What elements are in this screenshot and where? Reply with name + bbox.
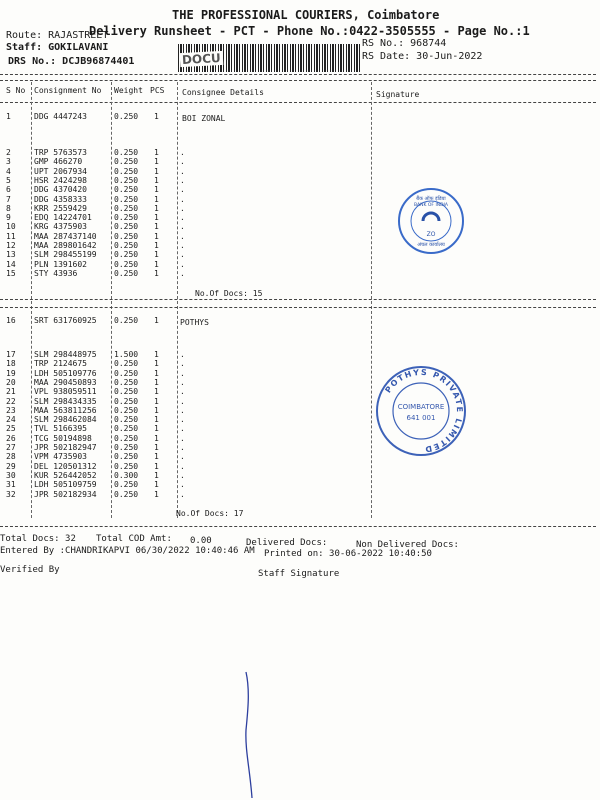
staff-label: Staff: GOKILAVANI [6,42,109,53]
row-pcs: 1 [154,241,159,250]
row-consignment: TRP 5763573 [34,148,87,157]
row-pcs: 1 [154,387,159,397]
row-pcs: 1 [154,157,159,167]
col-consignee: Consignee Details [182,88,264,97]
row-weight: 0.250 [114,480,139,490]
consignee-placeholder: . [180,259,185,269]
row-pcs: 1 [154,268,159,278]
consignee-placeholder: . [180,489,185,499]
consignee-name: BOI ZONAL [182,114,226,123]
row-consignment: PLN 1391602 [34,259,87,269]
consignee-placeholder: . [180,268,185,278]
row-weight: 0.250 [114,185,139,195]
group-divider-2 [0,307,596,308]
row-weight: 0.250 [114,250,139,260]
company-stamp [374,364,468,458]
row-weight: 0.250 [114,231,139,241]
row-consignment: MAA 563811256 [34,405,97,415]
row-consignment: LDH 505109759 [34,480,97,490]
row-consignment: JPR 502182947 [34,443,97,452]
header-divider-second [0,80,596,81]
docs-count: No.Of Docs: 15 [195,289,263,298]
total-cod-value: 0.00 [190,536,212,546]
consignee-placeholder: . [180,377,185,387]
row-pcs: 1 [154,231,159,241]
row-consignment: DDG 4370420 [34,185,87,195]
entered-by: Entered By :CHANDRIKAPVI 06/30/2022 10:40:46 AM [0,546,255,556]
consignee-placeholder: . [180,166,185,176]
row-consignment: GMP 466270 [34,157,83,167]
consignee-placeholder: . [180,396,185,406]
row-weight: 0.250 [114,443,139,452]
row-pcs: 1 [154,112,159,121]
consignee-placeholder: . [180,350,185,359]
row-weight: 0.250 [114,359,139,369]
row-consignment: EDQ 14224701 [34,213,92,223]
row-consignment: SLM 298448975 [34,350,97,359]
row-consignment: HSR 2424298 [34,175,87,185]
row-consignment: DEL 120501312 [34,461,97,471]
row-consignment: KRR 2559429 [34,203,87,213]
row-sno: 8 [6,203,11,213]
row-sno: 7 [6,194,11,204]
row-sno: 29 [6,461,16,471]
row-pcs: 1 [154,424,159,434]
row-sno: 12 [6,241,16,250]
row-consignment: SRT 631760925 [34,316,97,325]
row-pcs: 1 [154,470,159,480]
col-pcs: PCS [150,86,165,95]
row-weight: 0.250 [114,452,139,462]
row-weight: 0.250 [114,213,139,223]
row-weight: 0.250 [114,433,139,443]
row-consignment: LDH 505109776 [34,368,97,378]
consignee-placeholder: . [180,359,185,369]
consignee-placeholder: . [180,194,185,204]
row-consignment: KUR 526442052 [34,470,97,480]
row-sno: 10 [6,222,16,232]
row-sno: 1 [6,112,11,121]
row-sno: 5 [6,175,11,185]
row-weight: 0.250 [114,405,139,415]
row-consignment: VPL 938059511 [34,387,97,397]
consignee-placeholder: . [180,203,185,213]
drs-number: DRS No.: DCJB96874401 [8,56,135,67]
col-sno: S No [6,86,26,95]
row-weight: 0.250 [114,112,139,121]
row-consignment: DDG 4447243 [34,112,87,121]
consignee-placeholder: . [180,231,185,241]
row-weight: 0.250 [114,222,139,232]
consignee-placeholder: . [180,480,185,490]
delivered-docs: Delivered Docs: [246,538,328,548]
consignee-placeholder: . [180,148,185,157]
consignee-placeholder: . [180,470,185,480]
consignee-placeholder: . [180,222,185,232]
row-weight: 0.250 [114,203,139,213]
rs-date: RS Date: 30-Jun-2022 [362,51,483,62]
company-title: THE PROFESSIONAL COURIERS, Coimbatore [172,8,440,22]
consignee-placeholder: . [180,241,185,250]
row-sno: 6 [6,185,11,195]
row-sno: 30 [6,470,16,480]
row-weight: 0.250 [114,377,139,387]
consignee-placeholder: . [180,185,185,195]
row-weight: 0.250 [114,166,139,176]
row-consignment: JPR 502182934 [34,489,97,499]
row-consignment: TCG 50194898 [34,433,92,443]
row-sno: 22 [6,396,16,406]
row-pcs: 1 [154,222,159,232]
row-weight: 0.250 [114,489,139,499]
row-consignment: SLM 298434335 [34,396,97,406]
row-sno: 14 [6,259,16,269]
consignee-placeholder: . [180,452,185,462]
stamp-line-2: BANK OF INDIA [413,203,449,208]
row-weight: 0.250 [114,396,139,406]
row-weight: 0.250 [114,175,139,185]
row-weight: 0.250 [114,368,139,378]
non-delivered-docs: Non Delivered Docs: [356,540,459,550]
row-weight: 0.250 [114,148,139,157]
row-sno: 2 [6,148,11,157]
row-pcs: 1 [154,452,159,462]
row-pcs: 1 [154,250,159,260]
header-divider-top [0,74,596,75]
row-pcs: 1 [154,433,159,443]
row-sno: 32 [6,489,16,499]
group-divider [0,299,596,300]
row-pcs: 1 [154,377,159,387]
row-sno: 19 [6,368,16,378]
printed-on: Printed on: 30-06-2022 10:40:50 [264,549,432,559]
staff-signature: Staff Signature [258,569,340,579]
barcode-stamp-label: DOCU [181,50,222,68]
consignee-placeholder: . [180,213,185,223]
row-sno: 4 [6,166,11,176]
consignee-placeholder: . [180,250,185,260]
row-sno: 24 [6,415,16,425]
stamp-pin: 641 001 [406,414,436,422]
row-pcs: 1 [154,259,159,269]
row-consignment: SLM 298462084 [34,415,97,425]
row-weight: 0.250 [114,424,139,434]
row-weight: 0.250 [114,316,139,325]
stamp-line-1: बैंक ऑफ इंडिया [416,196,446,202]
runsheet-subtitle: Delivery Runsheet - PCT - Phone No.:0422-3505555 - Page No.:1 [89,24,530,38]
row-pcs: 1 [154,166,159,176]
stamp-city: COIMBATORE [397,403,445,411]
row-weight: 0.250 [114,259,139,269]
consignee-placeholder: . [180,443,185,452]
row-pcs: 1 [154,316,159,325]
row-sno: 16 [6,316,16,325]
total-cod-label: Total COD Amt: [96,534,172,544]
verified-by: Verified By [0,565,60,575]
row-sno: 18 [6,359,16,369]
row-sno: 27 [6,443,16,452]
row-weight: 0.250 [114,194,139,204]
table-row [0,490,370,500]
total-docs: Total Docs: 32 [0,534,76,544]
row-pcs: 1 [154,175,159,185]
column-header-divider [0,102,596,103]
row-sno: 17 [6,350,16,359]
row-weight: 0.300 [114,470,139,480]
consignee-placeholder: . [180,157,185,167]
row-sno: 20 [6,377,16,387]
row-weight: 0.250 [114,268,139,278]
consignee-placeholder: . [180,387,185,397]
consignee-placeholder: . [180,424,185,434]
docs-count: No.Of Docs: 17 [176,509,244,518]
row-pcs: 1 [154,461,159,471]
row-weight: 1.500 [114,350,139,359]
stamp-line-3: ZO [426,231,436,238]
row-pcs: 1 [154,480,159,490]
row-sno: 25 [6,424,16,434]
col-weight: Weight [114,86,143,95]
row-consignment: MAA 287437140 [34,231,97,241]
consignee-placeholder: . [180,175,185,185]
row-consignment: TRP 2124675 [34,359,87,369]
row-pcs: 1 [154,405,159,415]
consignee-placeholder: . [180,461,185,471]
row-consignment: TVL 5166395 [34,424,87,434]
table-row [0,269,370,279]
row-consignment: MAA 289801642 [34,241,97,250]
row-consignment: VPM 4735903 [34,452,87,462]
row-pcs: 1 [154,350,159,359]
row-pcs: 1 [154,185,159,195]
row-weight: 0.250 [114,241,139,250]
row-consignment: SLM 298455199 [34,250,97,260]
row-sno: 28 [6,452,16,462]
row-weight: 0.250 [114,461,139,471]
col-consignment: Consignment No [34,86,102,95]
consignee-name: POTHYS [180,318,209,327]
row-pcs: 1 [154,489,159,499]
row-pcs: 1 [154,194,159,204]
row-weight: 0.250 [114,157,139,167]
row-pcs: 1 [154,396,159,406]
bank-stamp [396,186,466,256]
row-sno: 15 [6,268,16,278]
row-sno: 9 [6,213,11,223]
consignee-placeholder: . [180,405,185,415]
row-sno: 31 [6,480,16,490]
consignee-placeholder: . [180,415,185,425]
row-sno: 3 [6,157,11,167]
consignee-placeholder: . [180,433,185,443]
row-sno: 21 [6,387,16,397]
row-pcs: 1 [154,203,159,213]
row-pcs: 1 [154,443,159,452]
row-consignment: UPT 2067934 [34,166,87,176]
row-sno: 13 [6,250,16,260]
stamp-line-4: अंचल कार्यालय [417,242,445,248]
row-pcs: 1 [154,415,159,425]
route-label: Route: RAJASTREET [6,30,109,41]
stamp-company-name: POTHYS PRIVATE LIMITED [383,367,465,455]
row-pcs: 1 [154,359,159,369]
row-consignment: MAA 290450893 [34,377,97,387]
col-sep-4 [371,82,372,518]
row-weight: 0.250 [114,415,139,425]
row-consignment: DDG 4358333 [34,194,87,204]
row-sno: 11 [6,231,16,241]
consignee-placeholder: . [180,368,185,378]
pen-stroke [236,670,266,800]
row-sno: 26 [6,433,16,443]
footer-divider [0,526,596,527]
row-weight: 0.250 [114,387,139,397]
row-consignment: STY 43936 [34,268,78,278]
row-pcs: 1 [154,213,159,223]
row-pcs: 1 [154,368,159,378]
col-signature: Signature [376,90,420,99]
rs-number: RS No.: 968744 [362,38,447,49]
row-consignment: KRG 4375903 [34,222,87,232]
row-sno: 23 [6,405,16,415]
row-pcs: 1 [154,148,159,157]
